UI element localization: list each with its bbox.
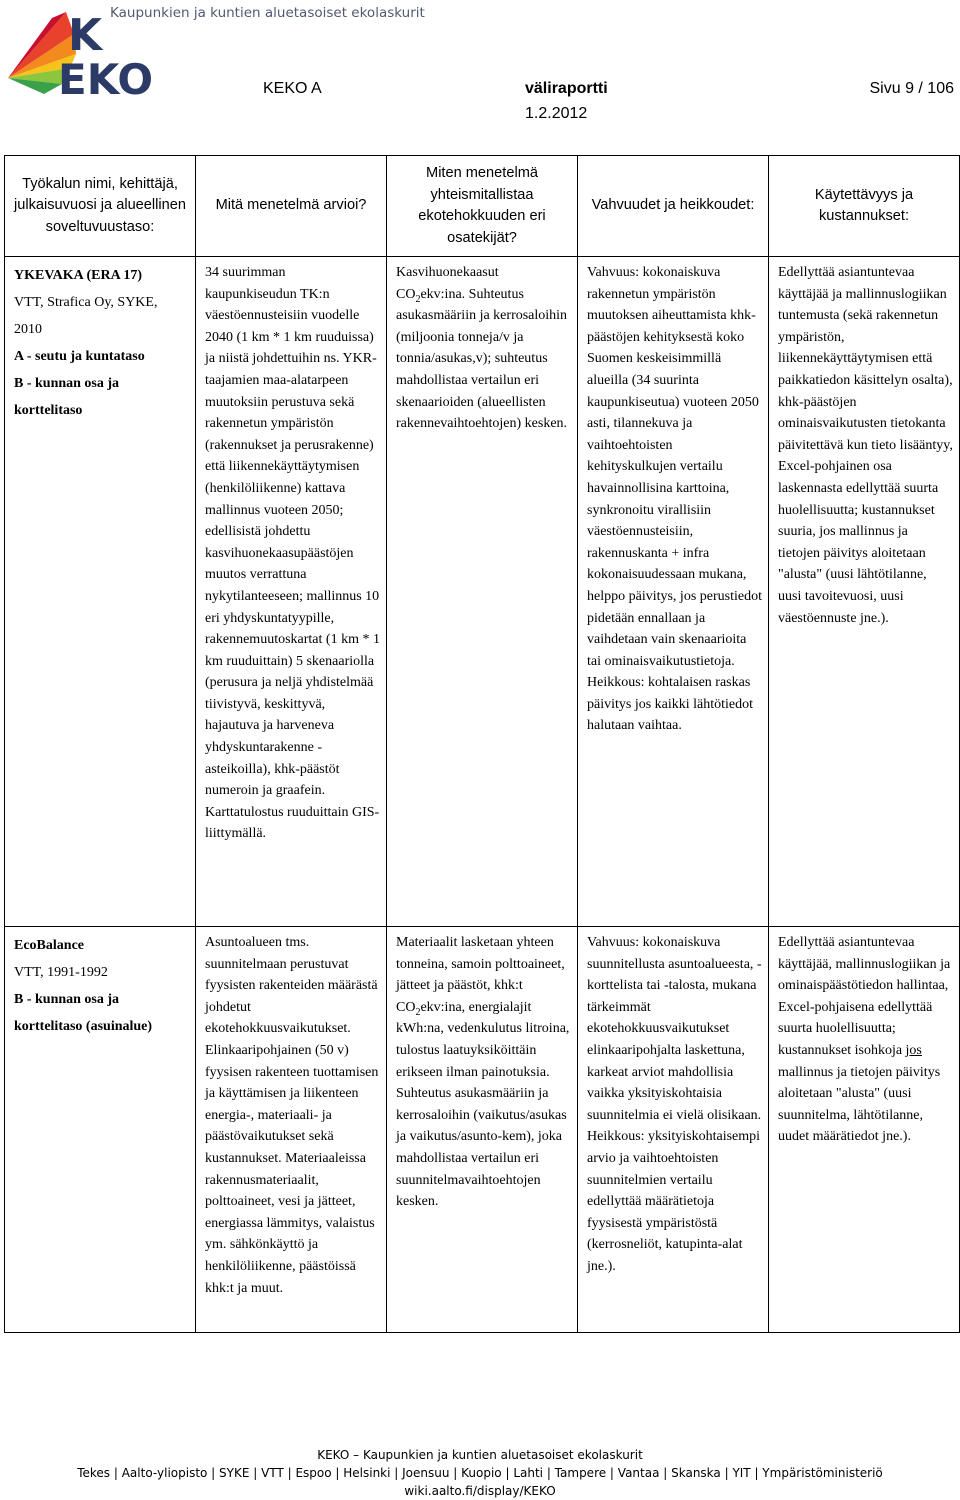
tool-name: YKEVAKA (ERA 17) <box>14 268 143 283</box>
methods-table <box>4 155 960 1333</box>
tool-cell <box>5 927 196 1333</box>
method-cell <box>387 257 578 927</box>
header-strengths: Vahvuudet ja heikkoudet: <box>578 156 769 257</box>
method-text-b: ekv:ina. Suhteutus asukasmääriin ja kerrosaloihin (miljoonia tonneja/v ja tonnia/asukas,v); suhteutus mahdollistaa vertailun eri skenaarioiden (alueellisten rakennevaihtoehtojen) kesken. <box>396 286 568 432</box>
header-date: 1.2.2012 <box>525 105 588 122</box>
header-page-number: Sivu 9 / 106 <box>869 80 954 97</box>
logo-letter-k: K <box>68 10 103 61</box>
footer-project-name: KEKO – Kaupunkien ja kuntien aluetasoiset ekolaskurit <box>317 1448 643 1462</box>
header-usability: Käytettävyys ja kustannukset: <box>769 156 960 257</box>
logo-tagline: Kaupunkien ja kuntien aluetasoiset ekolaskurit <box>110 5 425 21</box>
tool-cell <box>5 257 196 927</box>
strengths-cell: Vahvuus: kokonaiskuva suunnitellusta asuntoalueesta, -korttelista tai -talosta, mukana tärkeimmät ekotehokkuusvaikutukset elinkaaripohjalta laskettuna, karkeat arviot mahdollisia vaikka yksityiskohtaisia suunnitelmia ei vielä olisikaan. Heikkous: yksityiskohtaisempi arvio ja vaihtoehtoisten suunnitelmien vertailu edellyttää määrätietoja fyysisestä ympäristöstä (kerrosneliöt, katupinta-alat jne.). <box>578 927 769 1333</box>
tool-name: EcoBalance <box>14 938 84 953</box>
evaluates-cell: 34 suurimman kaupunkiseudun TK:n väestöennusteisiin vuodelle 2040 (1 km * 1 km ruuduissa) ja niistä johdettuihin ns. YKR-taajamien maa-alatarpeen muutoksiin perustuva sekä rakennetun ympäristön (rakennukset ja perusrakenne) että liikennekäyttäytymisen (henkilöliikenne) kattava mallinnus vuoteen 2050; edellisistä johdettu kasvihuonekaasupäästöjen muutos verrattuna nykytilanteeseen; mallinnus 10 eri yhdyskuntatyypille, rakennemuutoskartat (1 km * 1 km ruuduittain) 5 skenaariolla (perusura ja neljä yhdistelmää tiivistyvä, keskittyvä, hajautuva ja harveneva yhdyskuntarakenne - asteikoilla), khk-päästöt numeroin ja graafein. Karttatulostus ruuduittain GIS-liittymällä. <box>196 257 387 927</box>
table-row <box>5 927 960 1333</box>
tool-level-b: B - kunnan osa ja korttelitaso <box>14 376 120 418</box>
method-subscript: 2 <box>415 1006 421 1018</box>
header-evaluates: Mitä menetelmä arvioi? <box>196 156 387 257</box>
usability-cell <box>769 927 960 1333</box>
table-row <box>5 257 960 927</box>
method-text-a: Kasvihuonekaasut CO <box>396 265 499 302</box>
footer-partners: Tekes | Aalto-yliopisto | SYKE | VTT | Espoo | Helsinki | Joensuu | Kuopio | Lahti | Tampere | Vantaa | Skanska | YIT | Ympäristöministeriö <box>77 1466 883 1480</box>
usability-text-a: Edellyttää asiantuntevaa käyttäjää ja mallinnuslogiikan tuntemusta (sekä rakennetun ympäristön, liikennekäyttäytymisen että paikkatiedon käsittelyn osalta), khk-päästöjen ominaisvaikutusten tietokanta päivitettävä kun tieto lisääntyy, Excel-pohjainen osa laskennasta edellyttää suurta huolellisuutta; kustannukset suuria, jos mallinnus ja tietojen päivitys aloitetaan "alusta" (uusi lähtötilanne, uusi tavoitevuosi, uusi väestöennuste jne.). <box>778 265 953 626</box>
tool-developer: VTT, Strafica Oy, SYKE, <box>14 295 158 310</box>
usability-cell <box>769 257 960 927</box>
header-tool-name: Työkalun nimi, kehittäjä, julkaisuvuosi ja alueellinen soveltuvuustaso: <box>5 156 196 257</box>
tool-level-b: B - kunnan osa ja korttelitaso (asuinalue) <box>14 992 153 1034</box>
usability-text-a: Edellyttää asiantuntevaa käyttäjää, mallinnuslogiikan ja ominaispäästötiedon hallintaa, Excel-pohjaisena edellyttää suurta huolellisuutta; kustannukset isohkoja <box>778 935 951 1058</box>
tool-year: 2010 <box>14 322 42 337</box>
tool-level-a: A - seutu ja kuntataso <box>14 349 145 364</box>
header-method: Miten menetelmä yhteismitallistaa ekotehokkuuden eri osatekijät? <box>387 156 578 257</box>
usability-text-b: mallinnus ja tietojen päivitys aloitetaan "alusta" (uusi suunnitelma, lähtötilanne, uudet määrätiedot jne.). <box>778 1064 941 1145</box>
method-text-a: Materiaalit lasketaan yhteen tonneina, samoin polttoaineet, jätteet ja päästöt, khk:t CO <box>396 935 565 1015</box>
logo-letters-eko: EKO <box>58 55 154 99</box>
header-doc-name: KEKO A <box>263 80 322 97</box>
method-text-b: ekv:ina, energialajit kWh:na, vedenkulutus litroina, tulostus laatuyksiköittäin erikseen ilman painotuksia. Suhteutus asukasmääriin ja kerrosaloihin (vaikutus/asukas ja vaikutus/asunto-kem), joka mahdollistaa vertailun eri suunnitelmavaihtoehtojen kesken. <box>396 999 570 1210</box>
strengths-cell: Vahvuus: kokonaiskuva rakennetun ympäristön muutoksen aiheuttamista khk-päästöjen kehityksestä koko Suomen keskeisimmillä alueilla (34 suurinta kaupunkiseutua) vuoteen 2050 asti, tilannekuva ja vaihtoehtoisten kehityskulkujen vertailu havainnollisina karttoina, synkronoitu virallisiin väestöennusteisiin, rakennuskanta + infra kokonaisuudessaan mukana, helppo päivitys, jos perustiedot pidetään ennallaan ja vaihdetaan vain skenaarioita tai ominaisvaikutustietoja. Heikkous: kohtalaisen raskas päivitys jos kaikki lähtötiedot halutaan vaihtaa. <box>578 257 769 927</box>
table-header-row <box>5 156 960 257</box>
footer-url: wiki.aalto.fi/display/KEKO <box>404 1484 556 1498</box>
usability-underlined-word: jos <box>905 1042 922 1058</box>
evaluates-cell: Asuntoalueen tms. suunnitelmaan perustuvat fyysisten rakenteiden määrästä johdetut ekotehokkuusvaikutukset. Elinkaaripohjainen (50 v) fyysisen rakenteen tuottamisen ja käyttämisen ja liikenteen energia-, materiaali- ja päästövaikutukset sekä kustannukset. Materiaaleissa rakennusmateriaalit, polttoaineet, vesi ja jätteet, energiassa lämmitys, valaistus ym. sähkönkäyttö ja henkilöliikenne, päästöissä khk:t ja muut. <box>196 927 387 1333</box>
header-report-type: väliraportti <box>525 80 608 97</box>
method-cell <box>387 927 578 1333</box>
tool-developer: VTT, 1991-1992 <box>14 965 108 980</box>
method-subscript: 2 <box>415 293 421 305</box>
